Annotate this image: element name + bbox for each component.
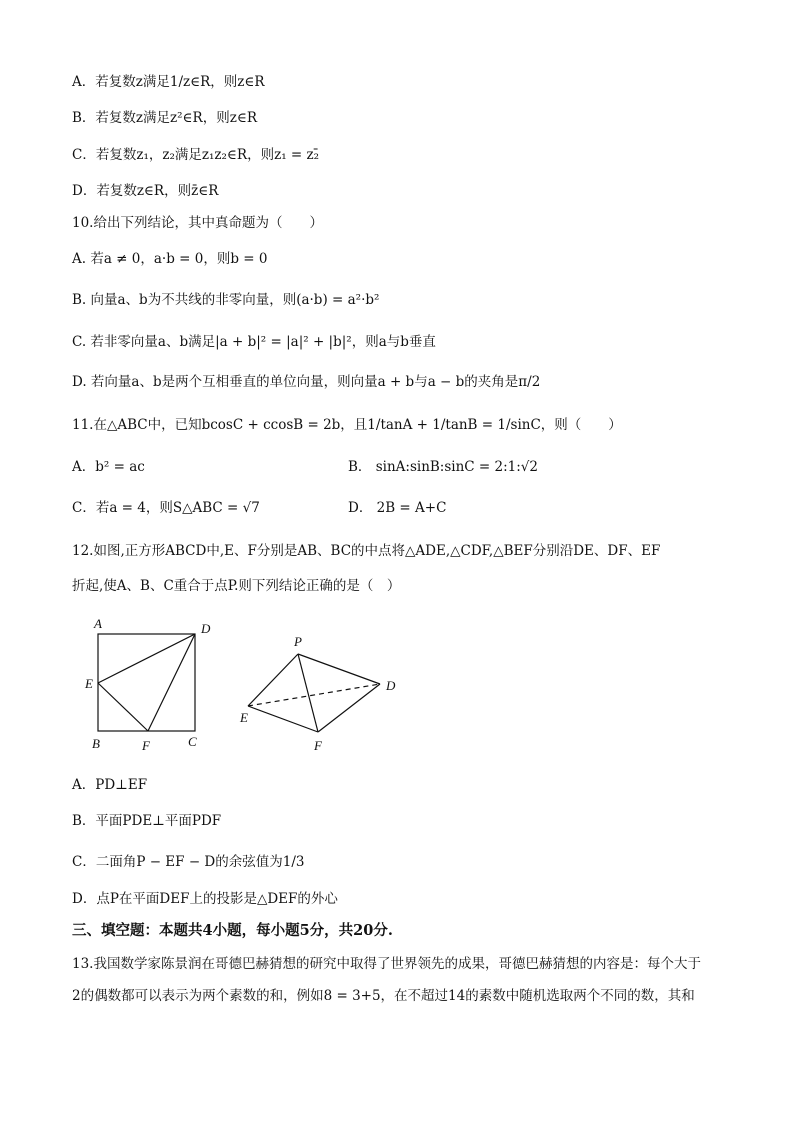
label-P: P (294, 634, 302, 649)
line-11B: B． sinA:sinB:sinC = 2:1:√2 (348, 459, 538, 475)
line-11D: D． 2B = A+C (348, 500, 447, 516)
question-11: 11.在△ABC中，已知bcosC + ccosB = 2b，且1/tanA + 1/tanB = 1/sinC，则（ ） (72, 417, 622, 433)
line-11C: C．若a = 4，则S△ABC = √7 (72, 500, 260, 516)
line-9C: C．若复数z₁，z₂满足z₁z₂∈R，则z₁ = z₂̄ (72, 147, 320, 163)
line-12D: D．点P在平面DEF上的投影是△DEF的外心 (72, 891, 338, 907)
line-10A: A. 若a ≠ 0，a·b = 0，则b = 0 (72, 251, 268, 267)
label-A: A (94, 616, 102, 631)
label-D: D (201, 621, 211, 636)
question-12-cont: 折起,使A、B、C重合于点P.则下列结论正确的是（ ） (72, 578, 401, 594)
line-9A: A．若复数z满足1/z∈R，则z∈R (72, 74, 265, 90)
label-E: E (85, 676, 93, 691)
label-E2: E (240, 710, 248, 725)
label-C: C (188, 734, 197, 749)
question-13: 13.我国数学家陈景润在哥德巴赫猜想的研究中取得了世界领先的成果，哥德巴赫猜想的内容是：每个大于 (72, 956, 701, 972)
label-F2: F (314, 738, 322, 753)
question-10: 10.给出下列结论，其中真命题为（ ） (72, 215, 323, 231)
label-D2: D (386, 678, 396, 693)
label-B: B (92, 736, 100, 751)
line-12A: A．PD⊥EF (72, 777, 148, 793)
line-12C: C．二面角P − EF − D的余弦值为1/3 (72, 854, 305, 870)
square-figure (98, 634, 195, 731)
line-9B: B．若复数z满足z²∈R，则z∈R (72, 110, 257, 126)
line-10C: C. 若非零向量a、b满足|a + b|² = |a|² + |b|²，则a与b垂直 (72, 334, 436, 350)
line-10D: D. 若向量a、b是两个互相垂直的单位向量，则向量a + b与a − b的夹角是π/2 (72, 374, 541, 390)
section-heading-3: 三、填空题：本题共4小题，每小题5分，共20分. (72, 922, 393, 939)
geometry-figure (80, 614, 420, 754)
line-12B: B．平面PDE⊥平面PDF (72, 813, 222, 829)
label-F: F (142, 738, 150, 753)
line-9D: D．若复数z∈R，则z̄∈R (72, 183, 219, 199)
line-10B: B. 向量a、b为不共线的非零向量，则(a·b) = a²·b² (72, 292, 380, 308)
tetrahedron-figure (248, 654, 380, 732)
line-11A: A．b² = ac (72, 459, 145, 475)
question-13-cont: 2的偶数都可以表示为两个素数的和，例如8 = 3+5，在不超过14的素数中随机选取两个不同的数，其和 (72, 988, 695, 1004)
question-12: 12.如图,正方形ABCD中,E、F分别是AB、BC的中点将△ADE,△CDF,△BEF分别沿DE、DF、EF (72, 543, 661, 559)
